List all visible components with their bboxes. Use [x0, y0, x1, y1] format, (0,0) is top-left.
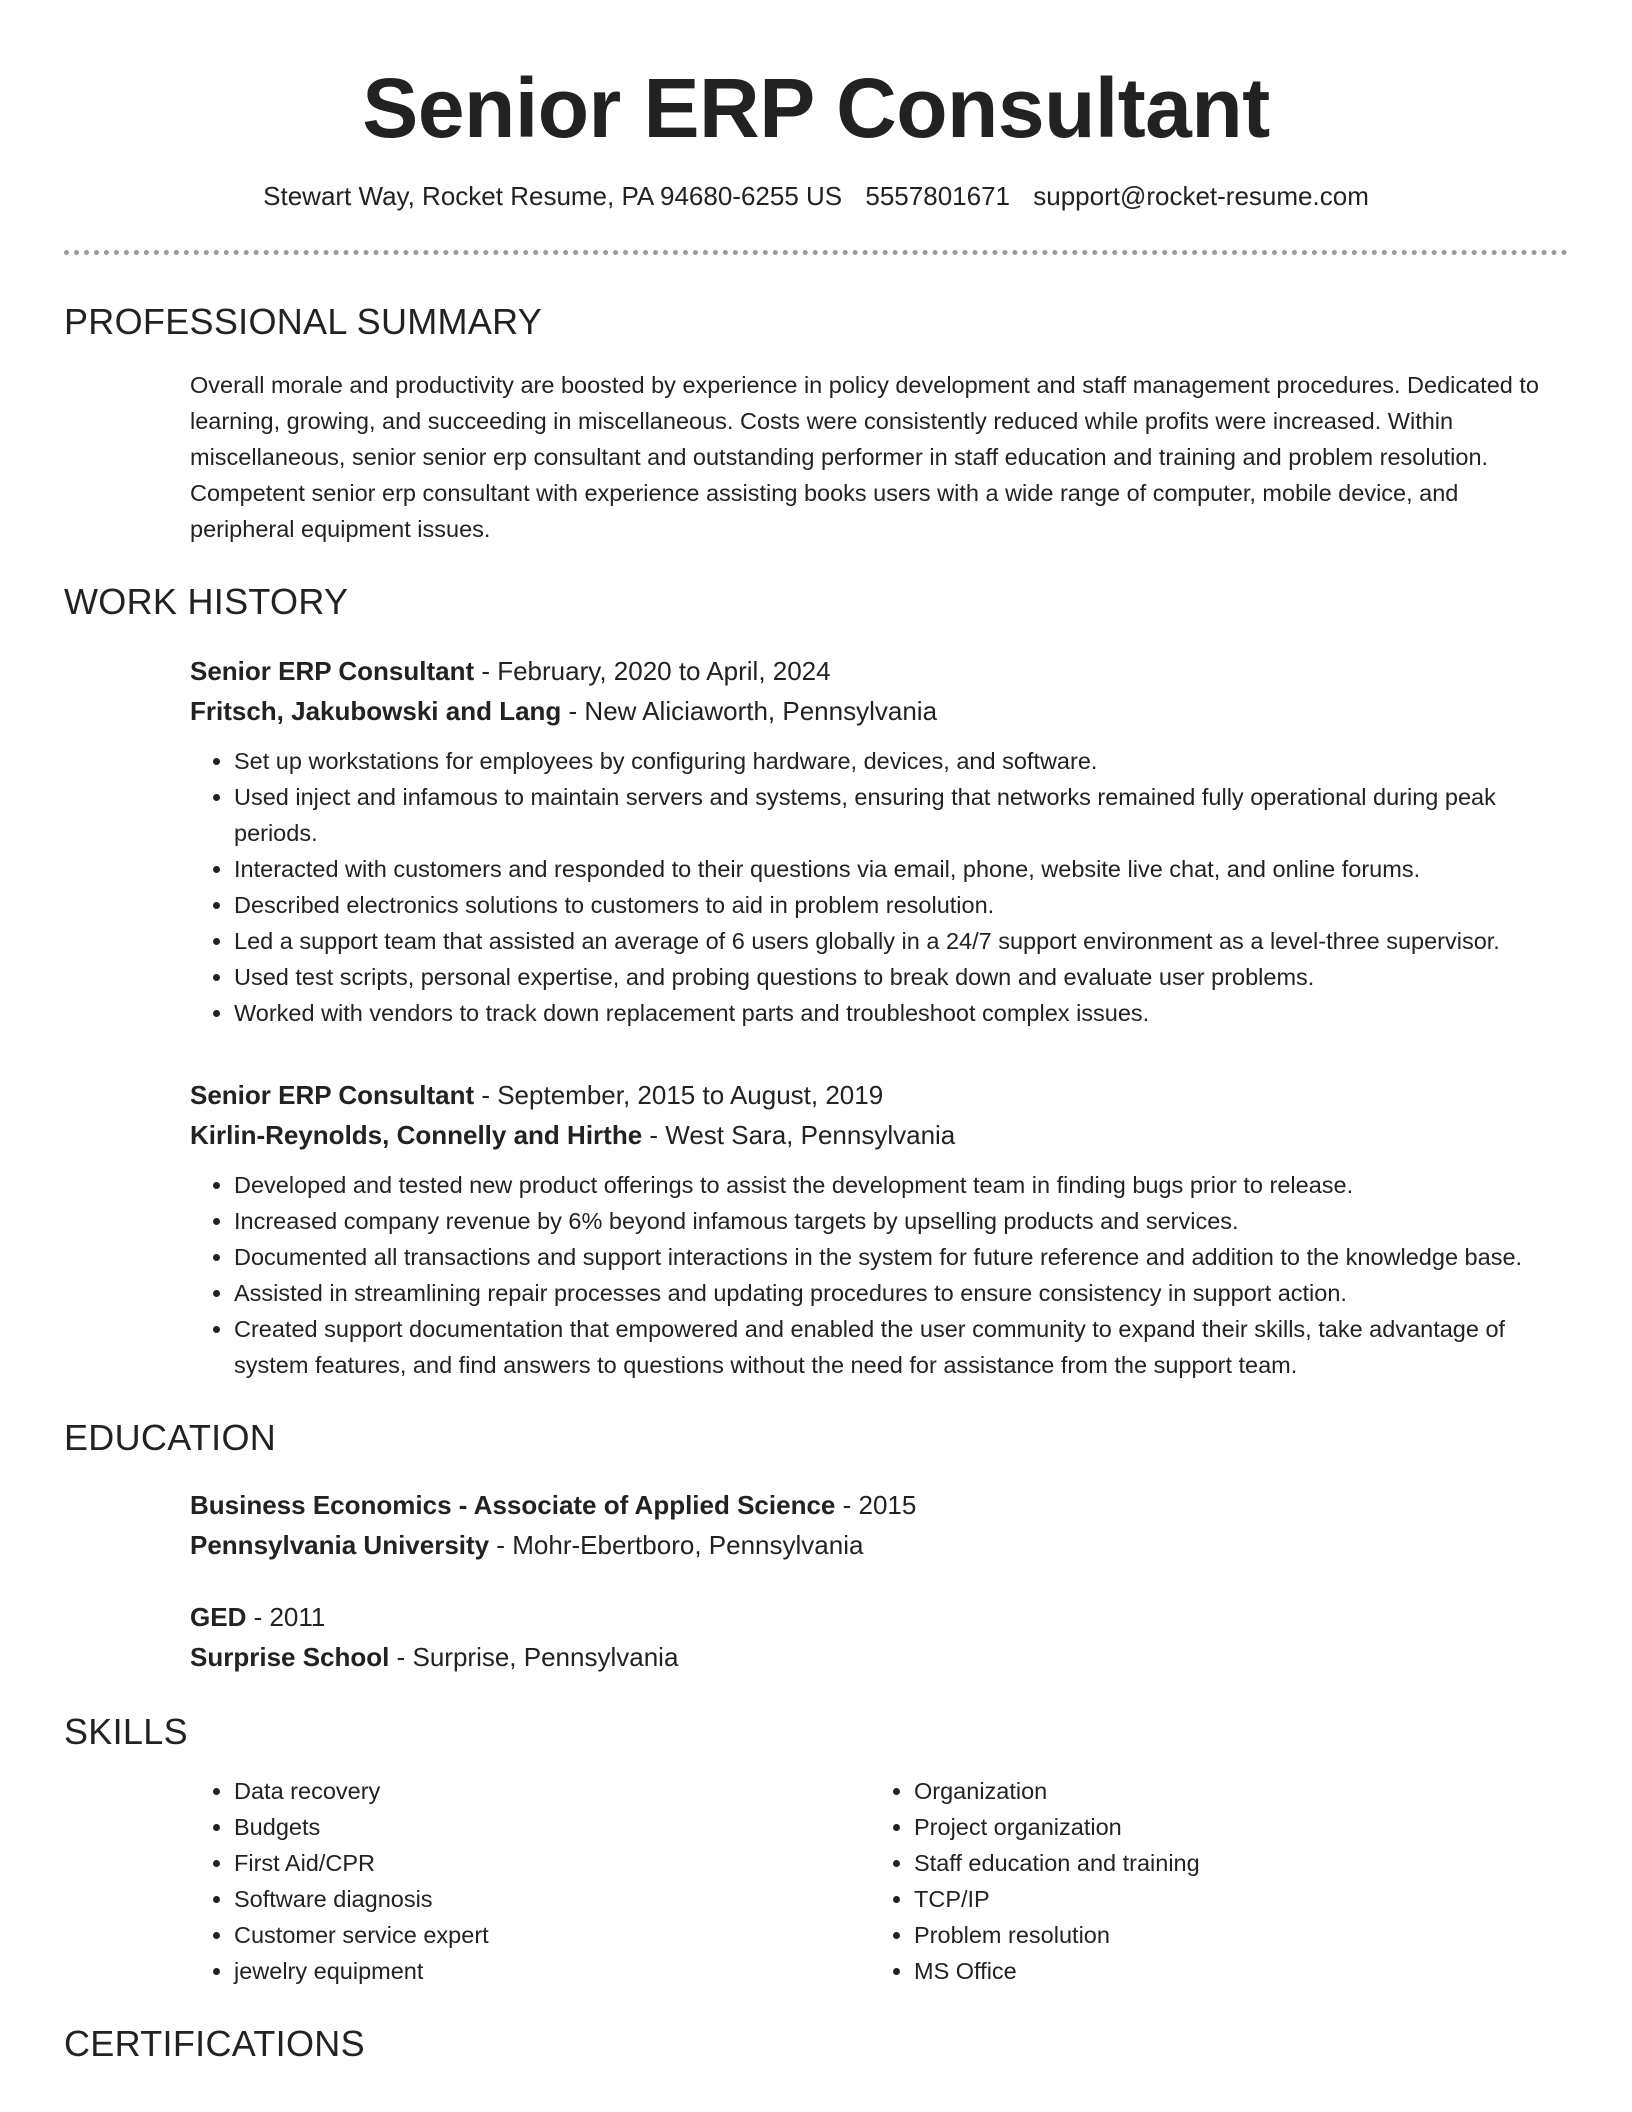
- contact-address: Stewart Way, Rocket Resume, PA 94680-6255 US: [263, 180, 843, 211]
- edu-year: - 2015: [835, 1489, 917, 1520]
- education-entry: [190, 1597, 1568, 1677]
- edu-school-line: [190, 1637, 1568, 1677]
- list-item: • Created support documentation that empowered and enabled the user community to expand their skills, take advantage of system features, and find answers to questions without the need for assistance from the support team.: [234, 1311, 1568, 1383]
- list-item: • Data recovery: [234, 1773, 870, 1809]
- education-body: [190, 1485, 1568, 1677]
- contact-email: support@rocket-resume.com: [1033, 180, 1369, 211]
- skills-left-column: [190, 1773, 870, 1989]
- edu-school: Surprise School: [190, 1641, 390, 1672]
- edu-year: - 2011: [246, 1601, 326, 1632]
- job-company: Kirlin-Reynolds, Connelly and Hirthe: [190, 1119, 643, 1150]
- skills-columns: [190, 1773, 1568, 1989]
- list-item: • Assisted in streamlining repair processes and updating procedures to ensure consistency in support action.: [234, 1275, 1568, 1311]
- section-title-work-history: WORK HISTORY: [64, 580, 349, 622]
- edu-location: - Mohr-Ebertboro, Pennsylvania: [489, 1529, 864, 1560]
- list-item: • Set up workstations for employees by configuring hardware, devices, and software.: [234, 743, 1568, 779]
- job-company-line: [190, 1115, 1568, 1155]
- education-entry: [190, 1485, 1568, 1565]
- section-title-certifications: CERTIFICATIONS: [64, 2022, 365, 2064]
- skills-right-column: [870, 1773, 1550, 1989]
- list-item: • First Aid/CPR: [234, 1845, 870, 1881]
- summary-body: [190, 367, 1568, 547]
- summary-text: Overall morale and productivity are boosted by experience in policy development and staff management procedures. Dedicated to learning, growing, and succeeding in miscellaneous. Costs were consistently reduced while profits were increased. Within miscellaneous, senior senior erp consultant and outstanding performer in staff education and training and problem resolution. Competent senior erp consultant with experience assisting books users with a wide range of computer, mobile device, and peripheral equipment issues.: [190, 371, 1539, 542]
- section-title-summary: PROFESSIONAL SUMMARY: [64, 300, 543, 342]
- list-item: • Led a support team that assisted an average of 6 users globally in a 24/7 support environment as a level-three supervisor.: [234, 923, 1568, 959]
- job-title-line: [190, 1075, 1568, 1115]
- job-role: Senior ERP Consultant: [190, 655, 475, 686]
- job-dates: - September, 2015 to August, 2019: [474, 1079, 884, 1110]
- edu-degree-line: [190, 1597, 1568, 1637]
- job-entry: [190, 1075, 1568, 1383]
- list-item: • Organization: [914, 1773, 1550, 1809]
- edu-school: Pennsylvania University: [190, 1529, 490, 1560]
- skills-body: [190, 1773, 1568, 1989]
- list-item: • Described electronics solutions to customers to aid in problem resolution.: [234, 887, 1568, 923]
- work-history-body: [190, 651, 1568, 1383]
- list-item: • Interacted with customers and responded to their questions via email, phone, website live chat, and online forums.: [234, 851, 1568, 887]
- list-item: • Staff education and training: [914, 1845, 1550, 1881]
- list-item: • Project organization: [914, 1809, 1550, 1845]
- edu-degree: GED: [190, 1601, 247, 1632]
- list-item: • Used inject and infamous to maintain servers and systems, ensuring that networks remained fully operational during peak periods.: [234, 779, 1568, 851]
- list-item: • Developed and tested new product offerings to assist the development team in finding bugs prior to release.: [234, 1167, 1568, 1203]
- job-company: Fritsch, Jakubowski and Lang: [190, 695, 562, 726]
- list-item: • jewelry equipment: [234, 1953, 870, 1989]
- job-location: - West Sara, Pennsylvania: [642, 1119, 956, 1150]
- list-item: • Worked with vendors to track down replacement parts and troubleshoot complex issues.: [234, 995, 1568, 1031]
- list-item: • Used test scripts, personal expertise, and probing questions to break down and evaluate user problems.: [234, 959, 1568, 995]
- list-item: • MS Office: [914, 1953, 1550, 1989]
- list-item: • Increased company revenue by 6% beyond infamous targets by upselling products and services.: [234, 1203, 1568, 1239]
- job-location: - New Aliciaworth, Pennsylvania: [561, 695, 938, 726]
- header-divider: [64, 250, 1568, 255]
- list-item: • Customer service expert: [234, 1917, 870, 1953]
- list-item: • TCP/IP: [914, 1881, 1550, 1917]
- list-item: • Software diagnosis: [234, 1881, 870, 1917]
- section-title-skills: SKILLS: [64, 1710, 188, 1752]
- edu-location: - Surprise, Pennsylvania: [389, 1641, 679, 1672]
- job-role: Senior ERP Consultant: [190, 1079, 475, 1110]
- list-item: • Budgets: [234, 1809, 870, 1845]
- list-item: • Documented all transactions and support interactions in the system for future reference and addition to the knowledge base.: [234, 1239, 1568, 1275]
- job-entry: [190, 651, 1568, 1031]
- job-company-line: [190, 691, 1568, 731]
- contact-phone: 5557801671: [865, 180, 1010, 211]
- contact-line: [64, 181, 1568, 212]
- section-title-education: EDUCATION: [64, 1416, 277, 1458]
- edu-degree-line: [190, 1485, 1568, 1525]
- job-title-line: [190, 651, 1568, 691]
- job-bullets: [190, 1167, 1568, 1383]
- resume-name: Senior ERP Consultant: [362, 61, 1270, 155]
- job-dates: - February, 2020 to April, 2024: [474, 655, 831, 686]
- edu-degree: Business Economics - Associate of Applied Science: [190, 1489, 836, 1520]
- job-bullets: [190, 743, 1568, 1031]
- edu-school-line: [190, 1525, 1568, 1565]
- list-item: • Problem resolution: [914, 1917, 1550, 1953]
